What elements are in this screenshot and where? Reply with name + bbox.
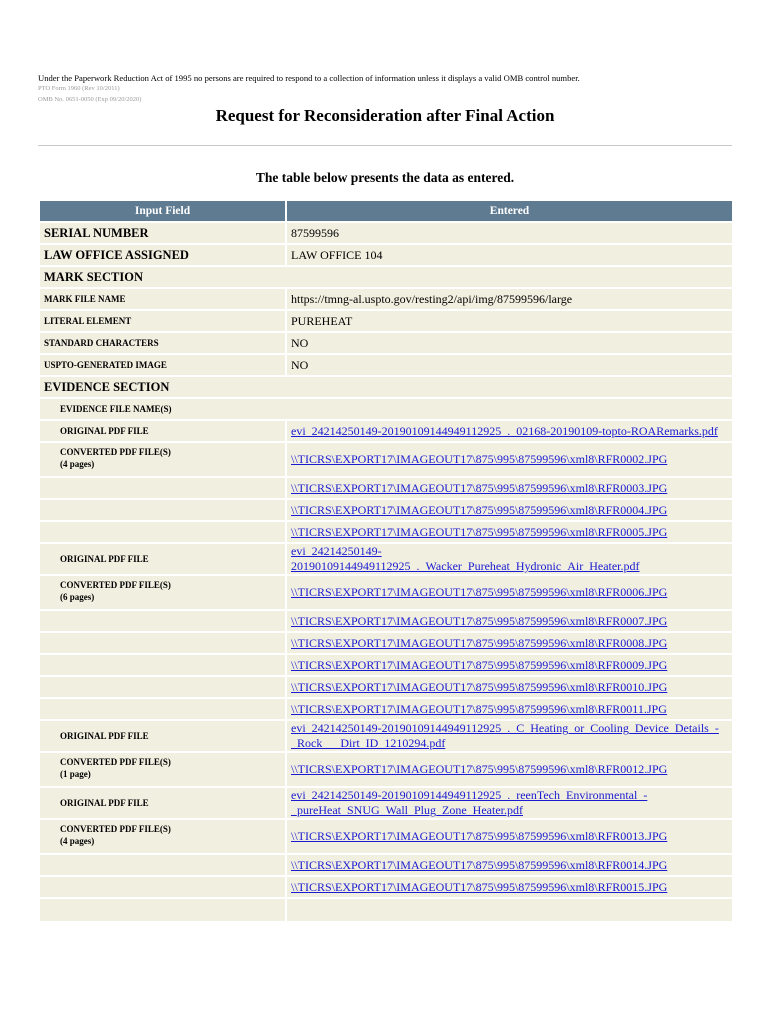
mark-file-label: MARK FILE NAME [40,289,285,309]
serial-number-value: 87599596 [287,223,732,243]
table-row [40,855,732,875]
column-header-input: Input Field [40,201,285,221]
table-row [40,611,732,631]
table-row [40,544,732,574]
evidence-section-heading: EVIDENCE SECTION [40,377,732,397]
table-row [40,478,732,498]
table-row [40,522,732,542]
converted-image-link[interactable]: \\TICRS\EXPORT17\IMAGEOUT17\875\995\87599596\xml8\RFR0012.JPG [291,762,668,776]
converted-image-link[interactable]: \\TICRS\EXPORT17\IMAGEOUT17\875\995\87599596\xml8\RFR0010.JPG [291,679,668,694]
table-row [40,500,732,520]
table-row [40,788,732,818]
law-office-label: LAW OFFICE ASSIGNED [40,245,285,265]
data-table [38,199,734,923]
table-row [40,576,732,609]
table-row [40,377,732,397]
evidence-files-heading: EVIDENCE FILE NAME(S) [40,399,732,419]
converted-pdf-label: CONVERTED PDF FILE(S) (4 pages) [40,820,285,853]
form-id: PTO Form 1960 (Rev 10/2011) [38,85,120,92]
converted-pdf-label: CONVERTED PDF FILE(S) (4 pages) [40,443,285,476]
uspto-image-value: NO [287,355,732,375]
table-row [40,753,732,786]
uspto-image-label: USPTO-GENERATED IMAGE [40,355,285,375]
table-row [40,677,732,697]
original-pdf-label: ORIGINAL PDF FILE [40,721,285,751]
original-pdf-link[interactable]: evi_24214250149-20190109144949112925_._02168-20190109-topto-ROARemarks.pdf [291,423,718,438]
converted-image-link[interactable]: \\TICRS\EXPORT17\IMAGEOUT17\875\995\87599596\xml8\RFR0004.JPG [291,502,668,517]
table-row [40,633,732,653]
table-row [40,245,732,265]
original-pdf-label: ORIGINAL PDF FILE [40,788,285,818]
table-row [40,820,732,853]
table-row [40,421,732,441]
original-pdf-link[interactable]: evi_24214250149-20190109144949112925_._C_Heating_or_Cooling_Device_Details_- _Rock___Dirt_ID_1210294.pdf [291,721,719,750]
table-row [40,721,732,751]
literal-element-label: LITERAL ELEMENT [40,311,285,331]
divider [38,145,732,146]
table-row [40,877,732,897]
converted-pdf-label: CONVERTED PDF FILE(S) (6 pages) [40,576,285,609]
converted-pdf-label: CONVERTED PDF FILE(S) (1 page) [40,753,285,786]
omb-number: OMB No. 0651-0050 (Exp 09/20/2020) [38,96,142,103]
converted-image-link[interactable]: \\TICRS\EXPORT17\IMAGEOUT17\875\995\87599596\xml8\RFR0002.JPG [291,452,668,466]
table-row [40,443,732,476]
table-row [40,399,732,419]
converted-image-link[interactable]: \\TICRS\EXPORT17\IMAGEOUT17\875\995\87599596\xml8\RFR0014.JPG [291,857,668,872]
converted-image-link[interactable]: \\TICRS\EXPORT17\IMAGEOUT17\875\995\87599596\xml8\RFR0015.JPG [291,879,668,894]
original-pdf-label: ORIGINAL PDF FILE [40,544,285,574]
table-row [40,267,732,287]
table-caption: The table below presents the data as entered. [255,170,515,185]
table-row [40,355,732,375]
page-title: Request for Reconsideration after Final Action [215,106,555,125]
table-row [40,699,732,719]
original-pdf-link[interactable]: evi_24214250149-20190109144949112925_._reenTech_Environmental_- _pureHeat_SNUG_Wall_Plug_Zone_Heater.pdf [291,788,648,817]
table-row [40,899,732,921]
original-pdf-label: ORIGINAL PDF FILE [40,421,285,441]
standard-characters-label: STANDARD CHARACTERS [40,333,285,353]
original-pdf-link[interactable]: evi_24214250149-20190109144949112925_._Wacker_Pureheat_Hydronic_Air_Heater.pdf [291,544,640,573]
table-row [40,289,732,309]
law-office-value: LAW OFFICE 104 [287,245,732,265]
table-row [40,311,732,331]
converted-image-link[interactable]: \\TICRS\EXPORT17\IMAGEOUT17\875\995\87599596\xml8\RFR0009.JPG [291,657,668,672]
serial-number-label: SERIAL NUMBER [40,223,285,243]
converted-image-link[interactable]: \\TICRS\EXPORT17\IMAGEOUT17\875\995\87599596\xml8\RFR0008.JPG [291,635,668,650]
column-header-entered: Entered [287,201,732,221]
converted-image-link[interactable]: \\TICRS\EXPORT17\IMAGEOUT17\875\995\87599596\xml8\RFR0013.JPG [291,829,668,843]
table-row [40,655,732,675]
table-row [40,333,732,353]
converted-image-link[interactable]: \\TICRS\EXPORT17\IMAGEOUT17\875\995\87599596\xml8\RFR0003.JPG [291,480,668,495]
mark-section-heading: MARK SECTION [40,267,732,287]
paperwork-notice: Under the Paperwork Reduction Act of 1995 no persons are required to respond to a collection of information unless it displays a valid OMB control number. [38,73,580,83]
converted-image-link[interactable]: \\TICRS\EXPORT17\IMAGEOUT17\875\995\87599596\xml8\RFR0007.JPG [291,613,668,628]
table-header-row [40,201,732,221]
converted-image-link[interactable]: \\TICRS\EXPORT17\IMAGEOUT17\875\995\87599596\xml8\RFR0011.JPG [291,701,667,716]
literal-element-value: PUREHEAT [287,311,732,331]
converted-image-link[interactable]: \\TICRS\EXPORT17\IMAGEOUT17\875\995\87599596\xml8\RFR0005.JPG [291,524,668,539]
converted-image-link[interactable]: \\TICRS\EXPORT17\IMAGEOUT17\875\995\87599596\xml8\RFR0006.JPG [291,585,668,599]
standard-characters-value: NO [287,333,732,353]
mark-file-value: https://tmng-al.uspto.gov/resting2/api/img/87599596/large [287,289,732,309]
table-row [40,223,732,243]
